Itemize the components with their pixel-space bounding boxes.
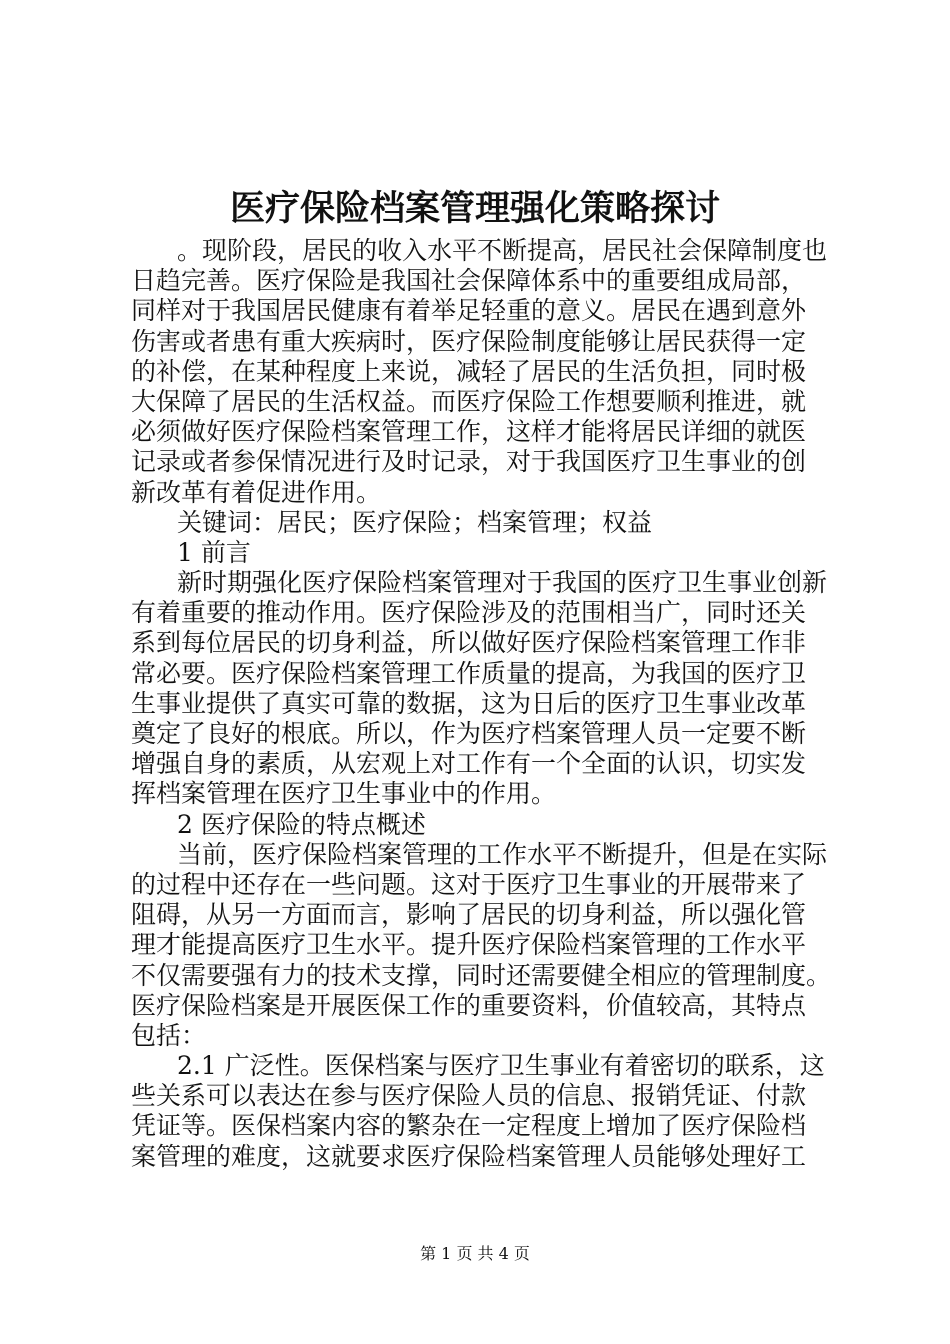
text-line: 挥档案管理在医疗卫生事业中的作用。: [131, 779, 557, 809]
text-line: 日趋完善。医疗保险是我国社会保障体系中的重要组成局部，: [131, 266, 807, 296]
text-line: 包括：: [131, 1020, 207, 1050]
text-line: 的补偿，在某种程度上来说，减轻了居民的生活负担，同时极: [131, 356, 807, 386]
text-line: 。现阶段，居民的收入水平不断提高，居民社会保障制度也: [177, 236, 828, 265]
text-line: 不仅需要强有力的技术支撑，同时还需要健全相应的管理制度。: [131, 960, 832, 990]
text-line: 同样对于我国居民健康有着举足轻重的意义。居民在遇到意外: [131, 296, 807, 326]
text-line: 案管理的难度，这就要求医疗保险档案管理人员能够处理好工: [131, 1141, 807, 1171]
text-line: 的过程中还存在一些问题。这对于医疗卫生事业的开展带来了: [131, 869, 807, 899]
text-line: 记录或者参保情况进行及时记录，对于我国医疗卫生事业的创: [131, 447, 807, 477]
text-line: 医疗保险档案是开展医保工作的重要资料，价值较高，其特点: [131, 990, 807, 1020]
text-line: 凭证等。医保档案内容的繁杂在一定程度上增加了医疗保险档: [131, 1111, 807, 1141]
text-line: 新改革有着促进作用。: [131, 477, 382, 507]
text-line: 关键词：居民；医疗保险；档案管理；权益: [177, 507, 653, 537]
page-footer: 第 1 页 共 4 页: [420, 1244, 530, 1263]
text-line: 增强自身的素质，从宏观上对工作有一个全面的认识，切实发: [131, 749, 807, 779]
text-line: 些关系可以表达在参与医疗保险人员的信息、报销凭证、付款: [131, 1081, 807, 1111]
document-title: 医疗保险档案管理强化策略探讨: [229, 188, 720, 229]
text-line: 新时期强化医疗保险档案管理对于我国的医疗卫生事业创新: [177, 568, 828, 598]
text-line: 1 前言: [177, 537, 251, 567]
text-line: 大保障了居民的生活权益。而医疗保险工作想要顺利推进，就: [131, 386, 807, 416]
text-line: 常必要。医疗保险档案管理工作质量的提高，为我国的医疗卫: [131, 658, 807, 688]
text-line: 伤害或者患有重大疾病时，医疗保险制度能够让居民获得一定: [131, 326, 807, 356]
text-line: 系到每位居民的切身利益，所以做好医疗保险档案管理工作非: [131, 628, 807, 658]
text-line: 奠定了良好的根底。所以，作为医疗档案管理人员一定要不断: [131, 719, 807, 748]
text-line: 理才能提高医疗卫生水平。提升医疗保险档案管理的工作水平: [131, 930, 807, 960]
text-line: 必须做好医疗保险档案管理工作，这样才能将居民详细的就医: [131, 417, 807, 447]
text-line: 有着重要的推动作用。医疗保险涉及的范围相当广，同时还关: [131, 598, 807, 628]
text-line: 阻碍，从另一方面而言，影响了居民的切身利益，所以强化管: [131, 900, 807, 930]
text-line: 2.1 广泛性。医保档案与医疗卫生事业有着密切的联系，这: [177, 1051, 825, 1081]
text-line: 生事业提供了真实可靠的数据，这为日后的医疗卫生事业改革: [131, 688, 807, 718]
text-line: 当前，医疗保险档案管理的工作水平不断提升，但是在实际: [177, 839, 828, 869]
text-line: 2 医疗保险的特点概述: [177, 809, 426, 839]
document-body: [131, 236, 841, 1172]
